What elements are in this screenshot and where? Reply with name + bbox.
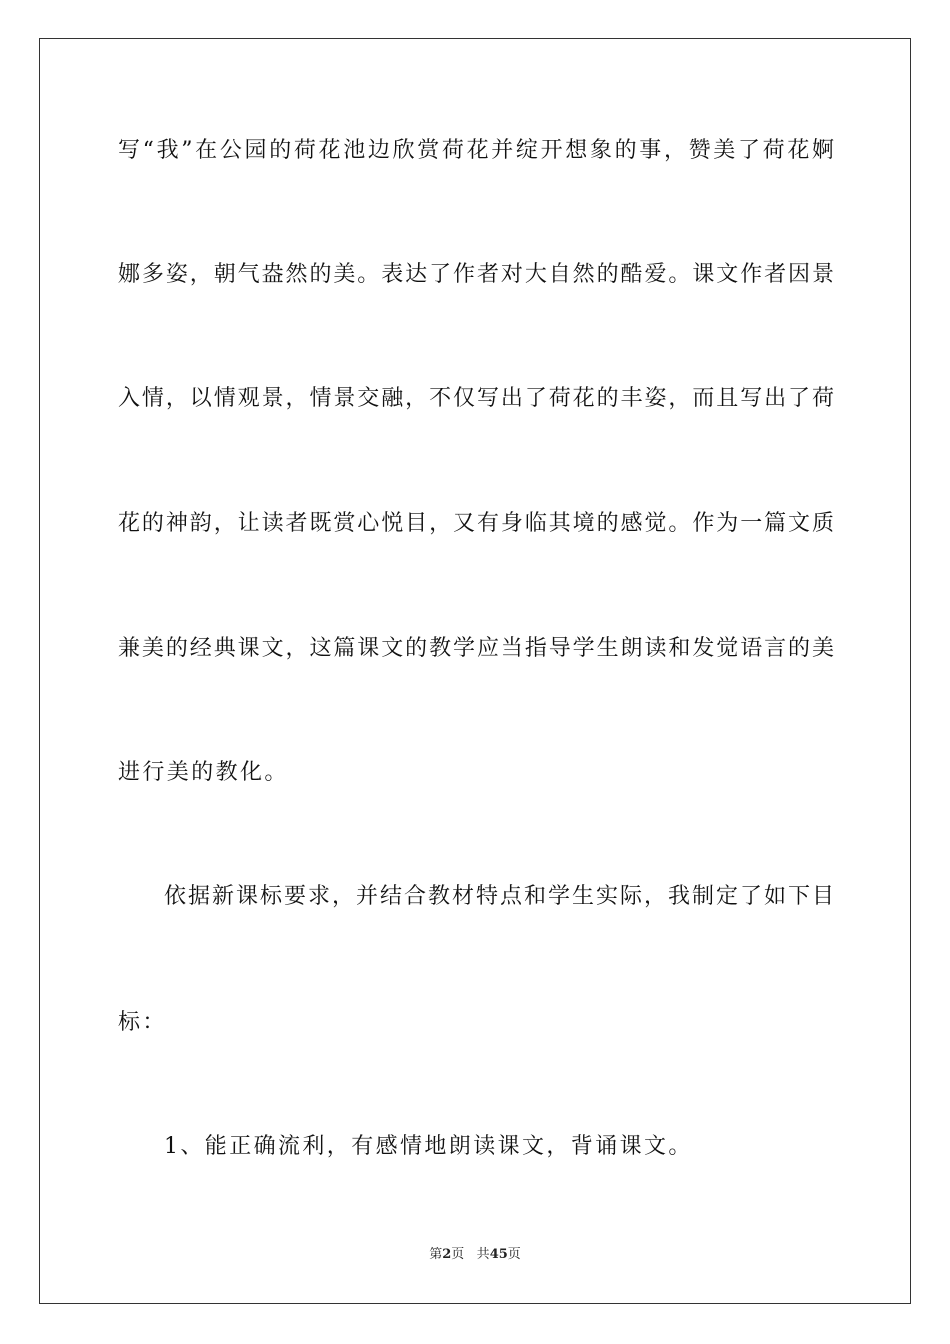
footer-page-number: 2 — [442, 1247, 452, 1262]
footer-total-prefix: 共 — [476, 1247, 490, 1262]
body-line-4: 花的神韵，让读者既赏心悦目，又有身临其境的感觉。作为一篇文质 — [118, 511, 834, 536]
body-line-5: 兼美的经典课文，这篇课文的教学应当指导学生朗读和发觉语言的美 — [118, 636, 834, 661]
footer-page-suffix: 页 — [451, 1247, 465, 1262]
body-line-3: 入情，以情观景，情景交融，不仅写出了荷花的丰姿，而且写出了荷 — [118, 386, 834, 411]
page-footer — [0, 1246, 950, 1264]
body-line-7: 依据新课标要求，并结合教材特点和学生实际，我制定了如下目 — [164, 884, 834, 909]
body-line-2: 娜多姿，朝气盎然的美。表达了作者对大自然的酷爱。课文作者因景 — [118, 262, 834, 287]
body-line-6: 进行美的教化。 — [118, 760, 289, 785]
page-border — [39, 38, 911, 1304]
footer-total-suffix: 页 — [507, 1247, 521, 1262]
body-line-8: 标： — [118, 1010, 167, 1035]
footer-total-pages: 45 — [489, 1247, 508, 1262]
footer-page-prefix: 第 — [429, 1247, 443, 1262]
body-line-9: 1、能正确流利，有感情地朗读课文，背诵课文。 — [164, 1134, 693, 1159]
body-line-1: 写“我”在公园的荷花池边欣赏荷花并绽开想象的事，赞美了荷花婀 — [118, 138, 834, 163]
